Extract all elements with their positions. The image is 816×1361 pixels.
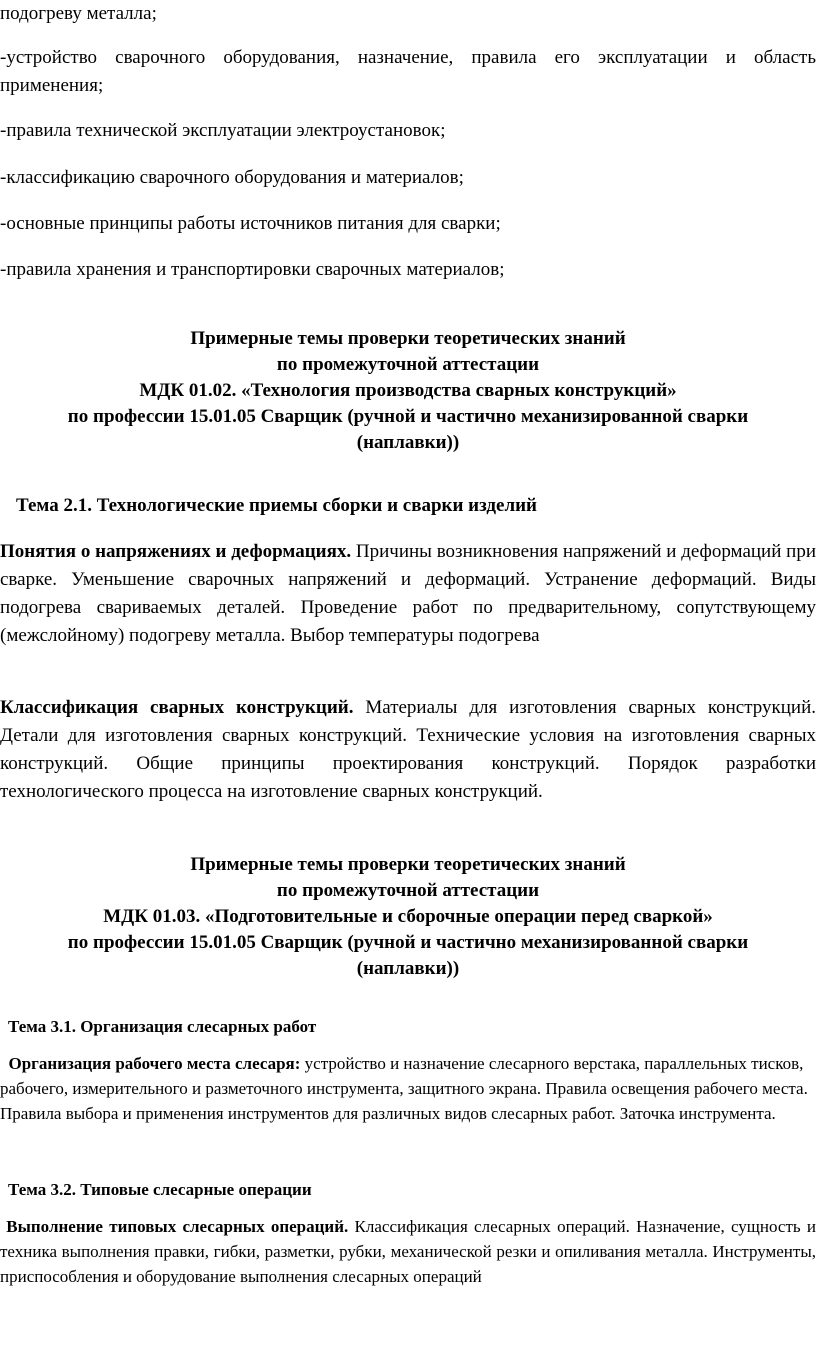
heading-line: МДК 01.03. «Подготовительные и сборочные операции перед сваркой»: [103, 906, 713, 927]
heading-line: по промежуточной аттестации: [276, 880, 540, 901]
section-heading: [0, 326, 816, 456]
heading-line: Примерные темы проверки теоретических знаний: [190, 328, 626, 349]
section-heading: [0, 852, 816, 982]
paragraph: [0, 1051, 808, 1126]
paragraph-lead: Классификация сварных конструкций.: [0, 697, 354, 718]
paragraph: [0, 694, 816, 806]
paragraph-text: устройство и назначение слесарного верстака, параллельных тисков, рабочего, измерительного и разметочного инструмента, защитного экрана. Правила освещения рабочего места. Правила выбора и применения инструментов для различных видов слесарных работ. Заточка инструмента.: [0, 1054, 808, 1123]
topic-heading: Тема 2.1. Технологические приемы сборки и сварки изделий: [16, 495, 538, 516]
paragraph-lead: Понятия о напряжениях и деформациях.: [0, 541, 352, 562]
topic-heading: Тема 3.1. Организация слесарных работ: [8, 1017, 317, 1036]
paragraph-lead: Выполнение типовых слесарных операций.: [6, 1217, 349, 1236]
list-item: -основные принципы работы источников питания для сварки;: [0, 213, 501, 234]
heading-line: МДК 01.02. «Технология производства сварных конструкций»: [139, 380, 677, 401]
heading-line: по профессии 15.01.05 Сварщик (ручной и частично механизированной сварки: [67, 406, 749, 427]
paragraph: [0, 538, 816, 650]
topic-heading: Тема 3.2. Типовые слесарные операции: [8, 1180, 312, 1199]
list-item: -классификацию сварочного оборудования и материалов;: [0, 167, 464, 188]
paragraph-text: Материалы для изготовления сварных конструкций. Детали для изготовления сварных конструкций. Технические условия на изготовления сварных конструкций. Общие принципы проектирования конструкций. Порядок разработки технологического процесса на изготовление сварных конструкций.: [0, 697, 816, 802]
paragraph-text: Классификация слесарных операций. Назначение, сущность и техника выполнения правки, гибки, разметки, рубки, механической резки и опиливания металла. Инструменты, приспособления и оборудование выполнения слесарных операций: [0, 1217, 816, 1286]
heading-line: (наплавки)): [356, 958, 460, 979]
list-item: -правила технической эксплуатации электроустановок;: [0, 120, 446, 141]
paragraph-text: Причины возникновения напряжений и деформаций при сварке. Уменьшение сварочных напряжений и деформаций. Устранение деформаций. Виды подогрева свариваемых деталей. Проведение работ по предварительному, сопутствующему (межслойному) подогреву металла. Выбор температуры подогрева: [0, 541, 816, 646]
heading-line: по промежуточной аттестации: [276, 354, 540, 375]
paragraph: [0, 1214, 816, 1289]
list-item: -устройство сварочного оборудования, назначение, правила его эксплуатации и область применения;: [0, 47, 816, 96]
heading-line: Примерные темы проверки теоретических знаний: [190, 854, 626, 875]
list-item: подогреву металла;: [0, 3, 157, 24]
heading-line: (наплавки)): [356, 432, 460, 453]
heading-line: по профессии 15.01.05 Сварщик (ручной и частично механизированной сварки: [67, 932, 749, 953]
paragraph-lead: Организация рабочего места слесаря:: [8, 1054, 301, 1073]
list-item: -правила хранения и транспортировки сварочных материалов;: [0, 259, 505, 280]
